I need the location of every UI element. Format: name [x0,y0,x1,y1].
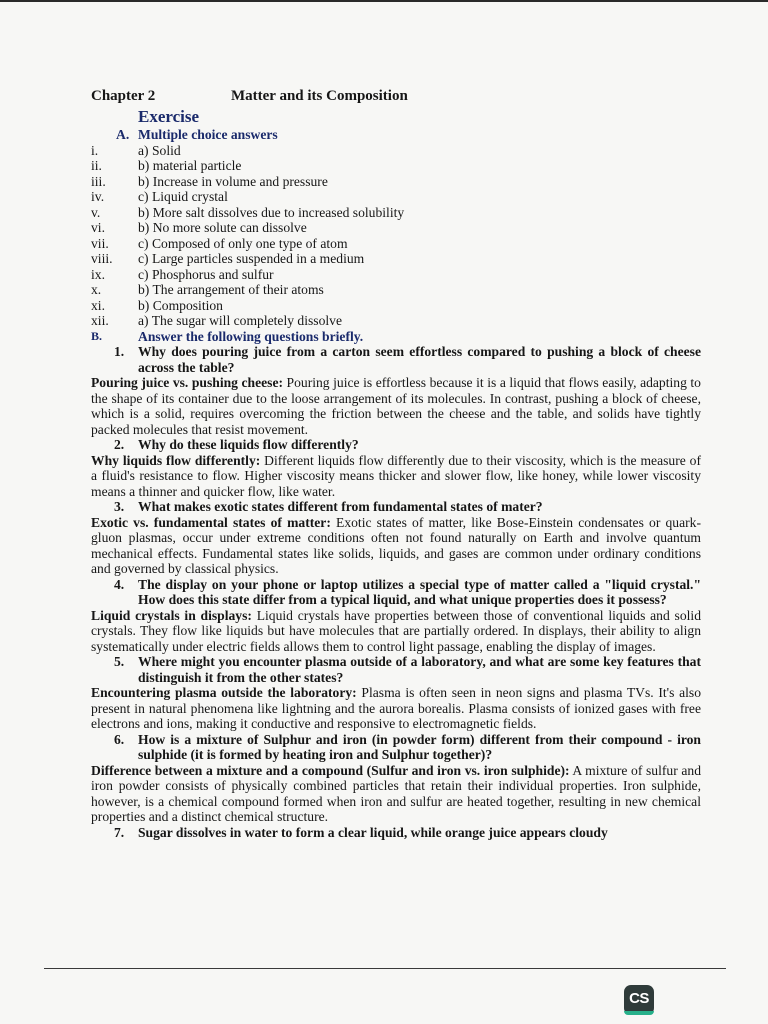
mcq-answer: c) Composed of only one type of atom [138,235,348,251]
answer [91,453,701,500]
section-a-title: Multiple choice answers [138,127,278,142]
question-number: 6. [114,731,125,747]
answer-heading: Difference between a mixture and a compound (Sulfur and iron vs. iron sulphide): [91,762,570,778]
mcq-item [91,267,701,283]
chapter-number: Chapter 2 [91,88,156,104]
mcq-number: vii. [91,235,109,251]
mcq-number: v. [91,204,101,220]
mcq-answer: a) The sugar will completely dissolve [138,313,342,328]
mcq-number: xii. [91,313,109,328]
mcq-answer: b) Increase in volume and pressure [138,173,328,189]
answer-heading: Liquid crystals in displays: [91,607,252,623]
mcq-number: vi. [91,220,105,235]
section-b-label: B. [91,328,103,343]
chapter-header [91,89,701,107]
answer [91,515,701,577]
mcq-number: i. [91,142,99,158]
mcq-answer: a) Solid [138,142,181,158]
answer-heading: Encountering plasma outside the laboratory: [91,685,357,700]
question-number: 5. [114,654,125,669]
answer [91,685,701,732]
mcq-item [91,251,701,267]
mcq-item [91,282,701,298]
question [91,344,701,375]
mcq-item [91,174,701,190]
section-b-title: Answer the following questions briefly. [138,328,364,344]
mcq-item [91,220,701,236]
mcq-number: ii. [91,158,102,173]
mcq-number: iv. [91,189,105,204]
question [91,825,701,841]
mcq-answer: b) Composition [138,297,223,313]
answer-text: Pouring juice is effortless because it is a liquid that flows easily, adapting to the shape of its container due to the loose arrangement of its molecules. In contrast, pushing a block of cheese, which is a solid, requires overcoming the friction between the cheese and the table, and solids have tightly packed molecules that resist movement. [91,375,701,437]
mcq-answer: b) No more solute can dissolve [138,220,307,235]
answer-heading: Exotic vs. fundamental states of matter: [91,514,331,530]
document-page [91,89,701,840]
camscanner-logo-icon: CS [624,985,654,1015]
mcq-answer: c) Large particles suspended in a medium [138,251,365,266]
mcq-number: viii. [91,251,113,266]
mcq-number: xi. [91,297,105,313]
mcq-number: ix. [91,266,105,282]
question [91,577,701,608]
question-text: The display on your phone or laptop utilizes a special type of matter called a "liquid crystal." How does this state differ from a typical liquid, and what unique properties does it possess? [138,576,701,607]
answer-text: A mixture of sulfur and iron powder consists of physically combined particles that retain their individual properties. Iron sulphide, however, is a chemical compound formed when iron and sulfur are heated together, resulting in new chemical properties and a distinct chemical structure. [91,762,701,824]
exercise-heading: Exercise [138,107,200,126]
mcq-answer: c) Liquid crystal [138,189,228,204]
question-number: 4. [114,576,125,592]
footer-rule [44,968,726,969]
mcq-item [91,189,701,205]
section-a-label: A. [116,127,130,142]
mcq-number: iii. [91,173,106,189]
answer-heading: Pouring juice vs. pushing cheese: [91,375,284,390]
question-text: Why does pouring juice from a carton seem effortless compared to pushing a block of cheese across the table? [138,344,701,375]
question [91,654,701,685]
answer [91,608,701,655]
chapter-title: Matter and its Composition [231,88,408,104]
section-a-heading [91,127,701,143]
mcq-answer: b) More salt dissolves due to increased solubility [138,204,405,220]
mcq-answer: b) The arrangement of their atoms [138,282,324,297]
question-text: How is a mixture of Sulphur and iron (in powder form) different from their compound - iron sulphide (it is formed by heating iron and Sulphur together)? [138,731,701,762]
section-b-heading [91,329,701,345]
question-number: 2. [114,437,125,452]
question-text: Sugar dissolves in water to form a clear liquid, while orange juice appears cloudy [138,824,608,840]
question [91,437,701,453]
question-text: Why do these liquids flow differently? [138,437,359,452]
answer [91,375,701,437]
mcq-item [91,313,701,329]
mcq-item [91,158,701,174]
question-text: What makes exotic states different from fundamental states of mater? [138,499,543,514]
mcq-answer-list [91,143,701,329]
mcq-answer: c) Phosphorus and sulfur [138,266,274,282]
mcq-item [91,205,701,221]
mcq-item [91,143,701,159]
mcq-number: x. [91,282,102,297]
question-number: 1. [114,344,125,359]
mcq-answer: b) material particle [138,158,242,173]
mcq-item [91,236,701,252]
question-text: Where might you encounter plasma outside of a laboratory, and what are some key features that distinguish it from the other states? [138,654,701,685]
short-answer-list [91,344,701,840]
question [91,499,701,515]
question-number: 3. [114,499,125,514]
answer-text: Different liquids flow differently due to their viscosity, which is the measure of a fluid's resistance to flow. Higher viscosity means thicker and slower flow, like honey, while lower viscosity means a thinner and quicker flow, like water. [91,452,701,499]
answer [91,763,701,825]
top-rule [0,0,768,2]
answer-text: Plasma is often seen in neon signs and plasma TVs. It's also present in natural phenomena like lightning and the aurora borealis. Plasma consists of ionized gases with free electrons and ions, making it conductive and responsive to electromagnetic fields. [91,685,701,731]
answer-text: Liquid crystals have properties between those of conventional liquids and solid crystals. They flow like liquids but have molecules that are partially ordered. In displays, their ability to align systematically under electric fields allows them to control light passage, enabling the display of images. [91,607,701,654]
question [91,732,701,763]
question-number: 7. [114,824,125,840]
answer-text: Exotic states of matter, like Bose-Einstein condensates or quark-gluon plasmas, occur under extreme conditions often not found naturally on Earth and involve quantum mechanical effects. Fundamental states like solids, liquids, and gases are common under ordinary conditions and governed by classical physics. [91,514,701,576]
answer-heading: Why liquids flow differently: [91,452,261,468]
mcq-item [91,298,701,314]
